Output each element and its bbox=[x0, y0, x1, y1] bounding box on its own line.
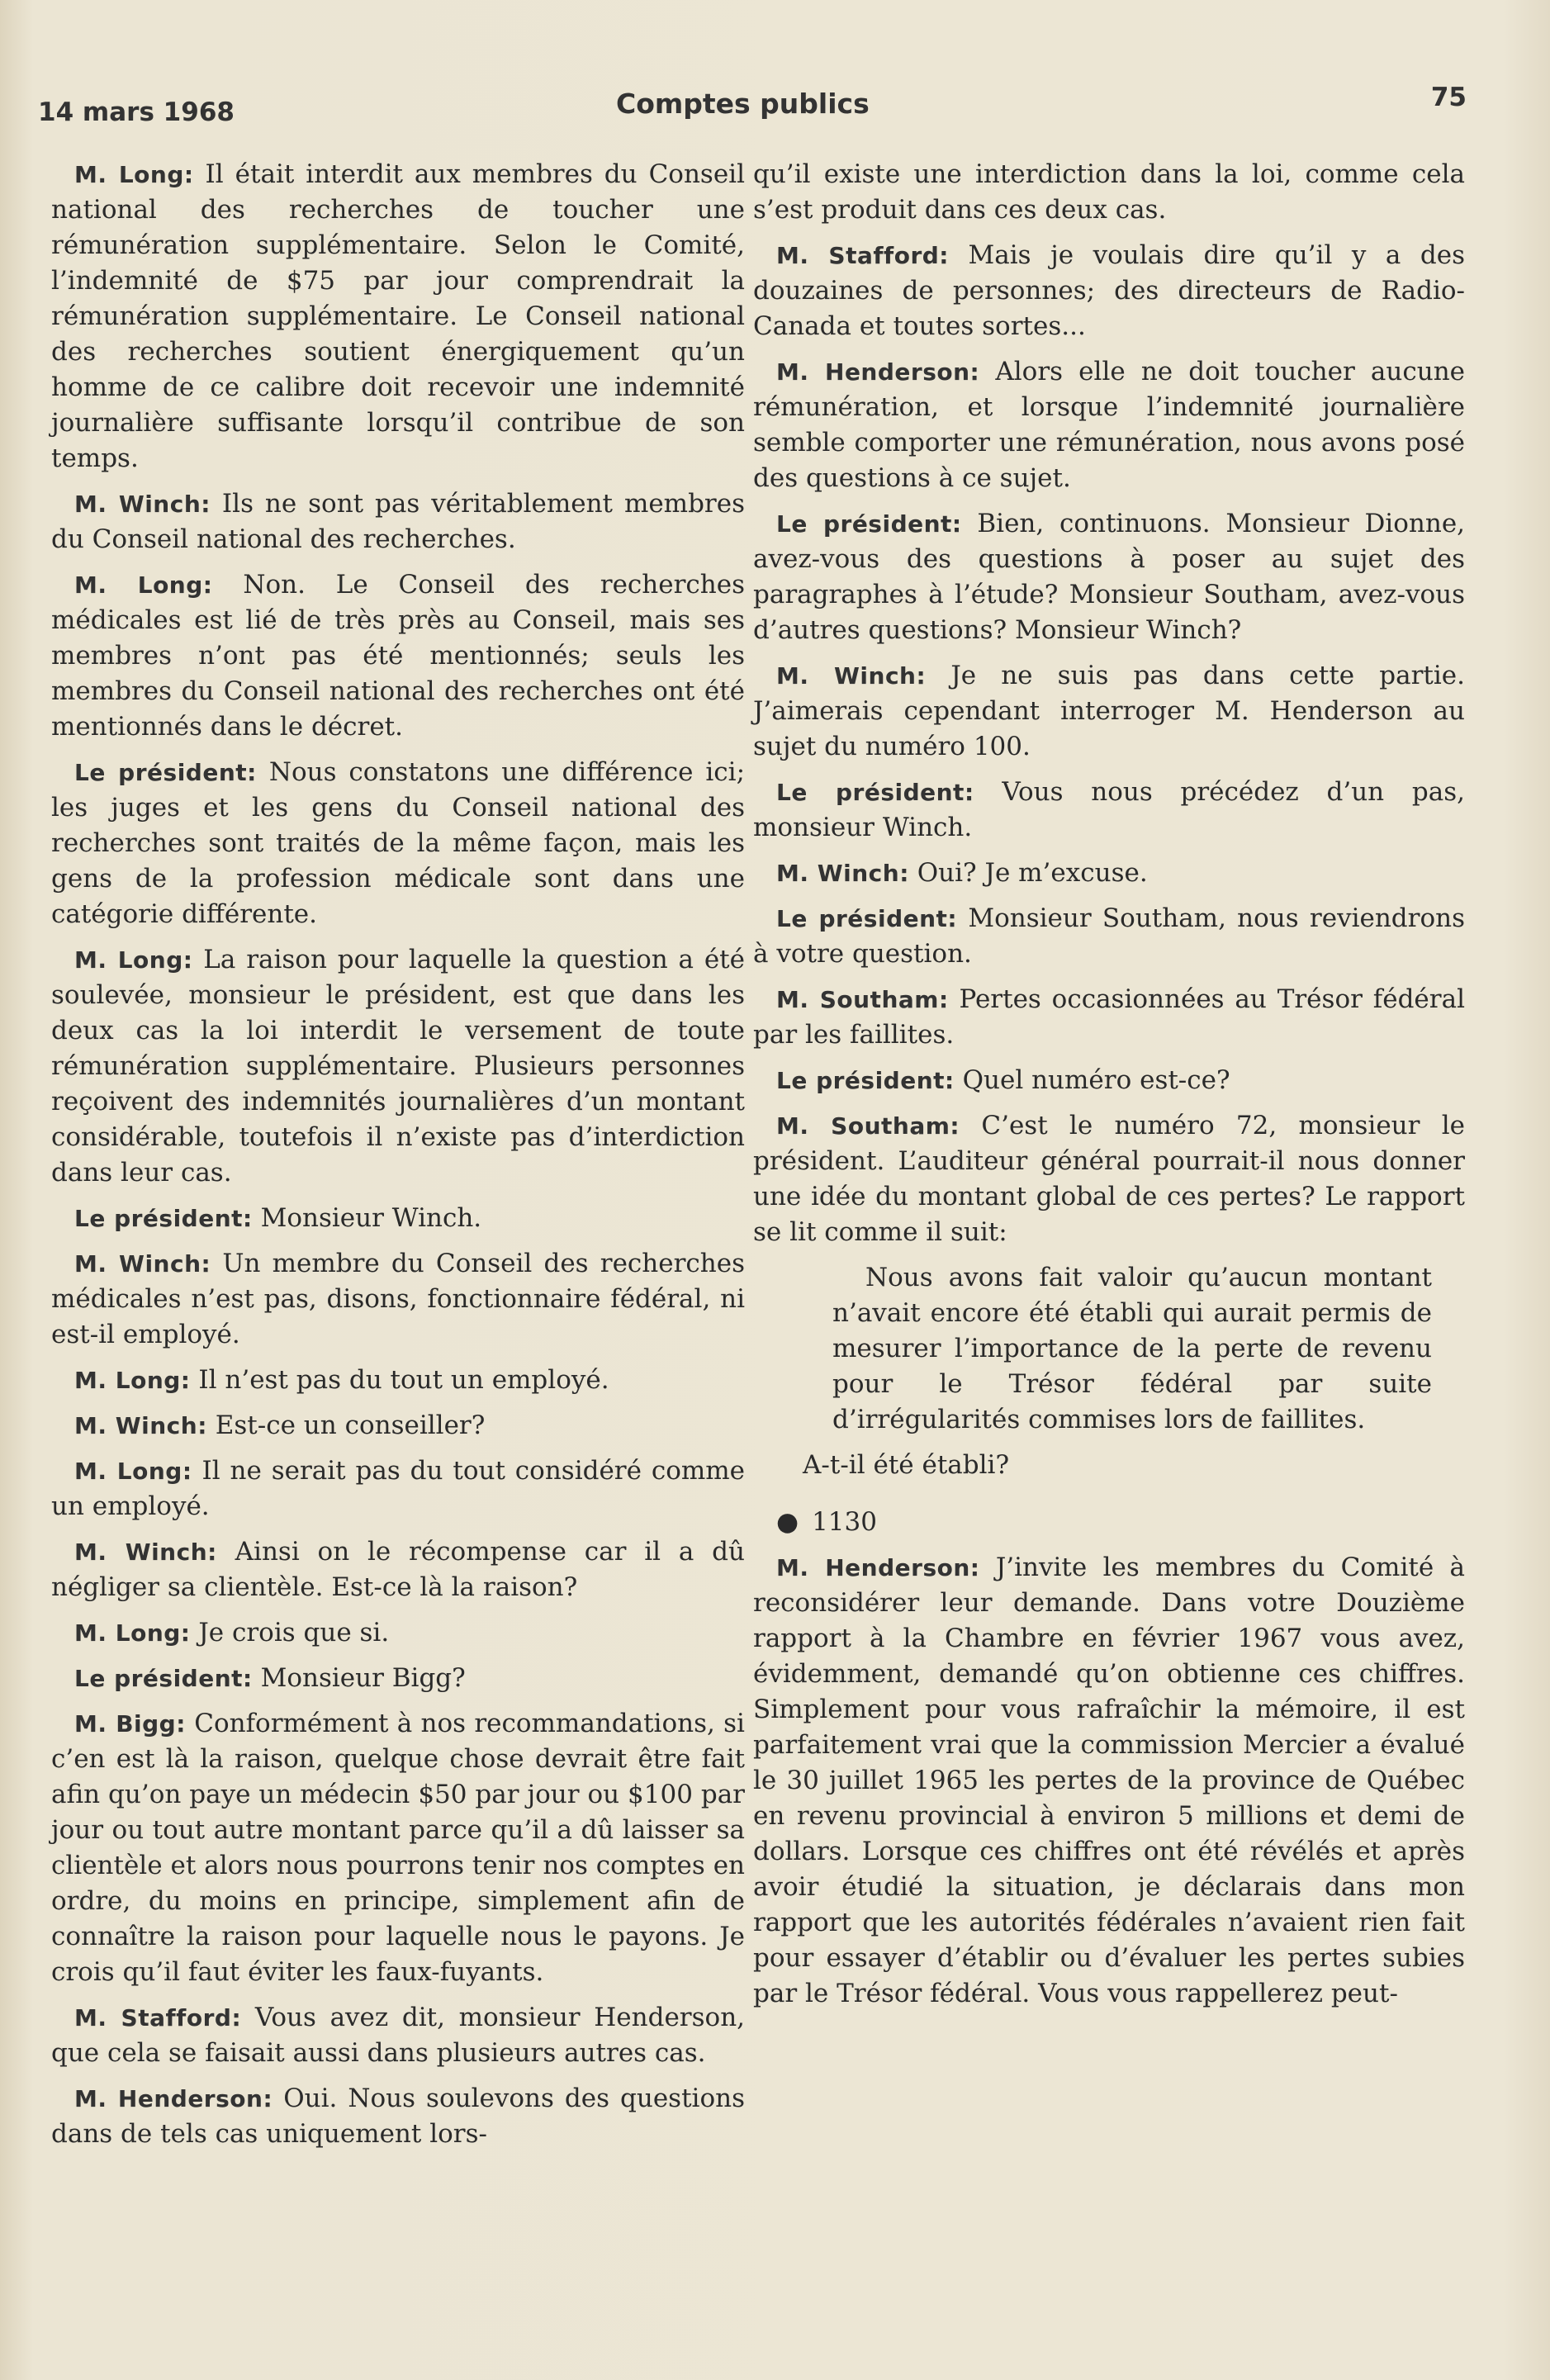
time-marker-text: 1130 bbox=[812, 1507, 877, 1537]
paragraph bbox=[51, 1408, 745, 1444]
paragraph-text: C’est le numéro 72, monsieur le président. L’auditeur général pourrait-il nous donner une idée du montant global de ces pertes? Le rapport se lit comme il suit: bbox=[753, 1111, 1465, 1247]
paragraph bbox=[753, 1550, 1465, 2012]
right-column bbox=[753, 157, 1465, 2022]
speaker-name: Le président: bbox=[776, 1067, 955, 1094]
speaker-name: M. Long: bbox=[74, 1619, 191, 1647]
paragraph bbox=[51, 486, 745, 557]
paragraph bbox=[51, 1534, 745, 1605]
paragraph-text: Monsieur Southam, nous reviendrons à votre question. bbox=[753, 903, 1466, 969]
header-title: Comptes publics bbox=[616, 88, 870, 120]
speaker-name: M. Stafford: bbox=[74, 2004, 242, 2032]
paragraph-text: Oui? Je m’excuse. bbox=[917, 858, 1148, 888]
paragraph-text: Vous avez dit, monsieur Henderson, que cela se faisait aussi dans plusieurs autres cas. bbox=[51, 2003, 746, 2068]
speaker-name: M. Southam: bbox=[776, 1112, 960, 1140]
speaker-name: Le président: bbox=[776, 905, 958, 932]
speaker-name: M. Henderson: bbox=[74, 2085, 273, 2112]
paragraph-text: Mais je voulais dire qu’il y a des douzaines de personnes; des directeurs de Radio-Canada et toutes sortes... bbox=[753, 240, 1466, 341]
speaker-name: M. Winch: bbox=[776, 860, 909, 887]
paragraph bbox=[51, 1661, 745, 1696]
paragraph-text: Ils ne sont pas véritablement membres du Conseil national des recherches. bbox=[51, 489, 745, 554]
paragraph-text: Il ne serait pas du tout considéré comme un employé. bbox=[51, 1456, 746, 1521]
speaker-name: M. Winch: bbox=[74, 1412, 207, 1439]
speaker-name: M. Long: bbox=[74, 1367, 191, 1394]
paragraph bbox=[51, 2000, 745, 2071]
paragraph-text: Conformément à nos recommandations, si c’en est là la raison, quelque chose devrait être fait afin qu’on paye un médecin $50 par jour ou $100 par jour ou tout autre montant parce qu’il a dû laisser sa clientèle et alors nous pourrons tenir nos comptes en ordre, du moins en principe, simplement afin de connaître la raison pour laquelle nous le payons. Je crois qu’il faut éviter les faux-fuyants. bbox=[51, 1709, 745, 1987]
paragraph-text: Je crois que si. bbox=[198, 1618, 390, 1648]
speaker-name: M. Long: bbox=[74, 946, 193, 974]
paragraph bbox=[753, 982, 1465, 1053]
time-marker bbox=[776, 1505, 1465, 1540]
paragraph bbox=[753, 856, 1465, 891]
speaker-name: M. Henderson: bbox=[776, 358, 980, 386]
bullet-icon: ● bbox=[776, 1507, 799, 1537]
paragraph-text: Monsieur Bigg? bbox=[260, 1663, 466, 1693]
speaker-name: M. Long: bbox=[74, 161, 194, 188]
paragraph bbox=[753, 1063, 1465, 1098]
left-column bbox=[51, 157, 745, 2162]
paragraph bbox=[51, 1363, 745, 1398]
speaker-name: Le président: bbox=[74, 1205, 253, 1232]
speaker-name: M. Southam: bbox=[776, 986, 949, 1013]
paragraph bbox=[753, 658, 1465, 765]
speaker-name: M. Winch: bbox=[776, 662, 927, 690]
paragraph-text: Ainsi on le récompense car il a dû négliger sa clientèle. Est-ce là la raison? bbox=[51, 1537, 745, 1602]
paragraph-text: Je ne suis pas dans cette partie. J’aimerais cependant interroger M. Henderson au sujet du numéro 100. bbox=[753, 661, 1465, 761]
paragraph bbox=[51, 1246, 745, 1353]
paragraph-text: Quel numéro est-ce? bbox=[962, 1065, 1230, 1095]
paragraph bbox=[51, 1201, 745, 1236]
speaker-name: Le président: bbox=[74, 759, 257, 786]
speaker-name: M. Henderson: bbox=[776, 1554, 980, 1581]
paragraph bbox=[51, 1706, 745, 1990]
paragraph bbox=[51, 942, 745, 1191]
speaker-name: M. Bigg: bbox=[74, 1710, 186, 1738]
paragraph-text: Nous constatons une différence ici; les juges et les gens du Conseil national des recherches sont traités de la même façon, mais les gens de la profession médicale sont dans une catégorie différente. bbox=[51, 757, 746, 929]
paragraph-text: Pertes occasionnées au Trésor fédéral par les faillites. bbox=[753, 984, 1465, 1050]
paragraph-text: La raison pour laquelle la question a été soulevée, monsieur le président, est que dans les deux cas la loi interdit le versement de toute rémunération supplémentaire. Plusieurs personnes reçoivent des indemnités journalières d’un montant considérable, toutefois il n’existe pas d’interdiction dans leur cas. bbox=[51, 945, 745, 1188]
paragraph-text: Non. Le Conseil des recherches médicales est lié de très près au Conseil, mais ses membres n’ont pas été mentionnés; seuls les membres du Conseil national des recherches ont été mentionnés dans le décret. bbox=[51, 570, 745, 742]
paragraph-text: Un membre du Conseil des recherches médicales n’est pas, disons, fonctionnaire fédéral, ni est-il employé. bbox=[51, 1249, 745, 1349]
speaker-name: M. Long: bbox=[74, 571, 213, 599]
paragraph bbox=[753, 238, 1465, 344]
page-number: 75 bbox=[1430, 83, 1467, 112]
paragraph-text: Oui. Nous soulevons des questions dans de tels cas uniquement lors- bbox=[51, 2084, 746, 2149]
paragraph bbox=[753, 901, 1465, 972]
speaker-name: M. Winch: bbox=[74, 491, 211, 518]
question-line: A-t-il été établi? bbox=[803, 1450, 1010, 1480]
header-date: 14 mars 1968 bbox=[38, 97, 235, 127]
paragraph bbox=[753, 506, 1465, 648]
paragraph-text: Est-ce un conseiller? bbox=[215, 1410, 486, 1440]
paragraph-text: J’invite les membres du Comité à reconsidérer leur demande. Dans votre Douzième rapport à la Chambre en février 1967 vous avez, évidemment, demandé qu’on obtienne ces chiffres. Simplement pour vous rafraîchir la mémoire, il est parfaitement vrai que la commission Mercier a évalué le 30 juillet 1965 les pertes de la province de Québec en revenu provincial à environ 5 millions et demi de dollars. Lorsque ces chiffres ont été révélés et après avoir étudié la situation, je déclarais dans mon rapport que les autorités fédérales n’avaient rien fait pour essayer d’établir ou d’évaluer les pertes subies par le Trésor fédéral. Vous vous rappellerez peut- bbox=[753, 1553, 1465, 2008]
speaker-name: Le président: bbox=[776, 510, 962, 538]
page-header bbox=[38, 83, 1467, 132]
paragraph bbox=[753, 1108, 1465, 1250]
speaker-name: Le président: bbox=[74, 1665, 253, 1692]
paragraph bbox=[51, 157, 745, 476]
paragraph-text: Il était interdit aux membres du Conseil national des recherches de toucher une rémunération supplémentaire. Selon le Comité, l’indemnité de $75 par jour comprendrait la rémunération supplémentaire. Le Conseil national des recherches soutient énergiquement qu’un homme de ce calibre doit recevoir une indemnité journalière suffisante lorsqu’il contribue de son temps. bbox=[51, 159, 745, 473]
paragraph-text: Il n’est pas du tout un employé. bbox=[198, 1365, 609, 1395]
speaker-name: M. Winch: bbox=[74, 1538, 217, 1566]
paragraph bbox=[51, 567, 745, 745]
paragraph-text: Monsieur Winch. bbox=[260, 1203, 482, 1233]
paragraph bbox=[51, 2081, 745, 2152]
paragraph bbox=[51, 755, 745, 932]
paragraph bbox=[753, 354, 1465, 496]
paragraph-text: Alors elle ne doit toucher aucune rémunération, et lorsque l’indemnité journalière semble comporter une rémunération, nous avons posé des questions à ce sujet. bbox=[753, 357, 1466, 493]
speaker-name: M. Stafford: bbox=[776, 242, 950, 269]
speaker-name: M. Long: bbox=[74, 1458, 192, 1485]
block-quote: Nous avons fait valoir qu’aucun montant n’avait encore été établi qui aurait permis de mesurer l’importance de la perte de revenu pour le Trésor fédéral par suite d’irrégularités commises lors de faillites. bbox=[832, 1263, 1432, 1434]
paragraph-text: Vous nous précédez d’un pas, monsieur Winch. bbox=[753, 777, 1465, 842]
continuation-text: qu’il existe une interdiction dans la loi, comme cela s’est produit dans ces deux cas. bbox=[753, 159, 1465, 225]
speaker-name: Le président: bbox=[776, 779, 974, 806]
speaker-name: M. Winch: bbox=[74, 1250, 211, 1278]
paragraph bbox=[51, 1615, 745, 1651]
paragraph-text: Bien, continuons. Monsieur Dionne, avez-vous des questions à poser au sujet des paragraphes à l’étude? Monsieur Southam, avez-vous d’autres questions? Monsieur Winch? bbox=[753, 509, 1466, 645]
paragraph bbox=[51, 1453, 745, 1524]
paragraph bbox=[753, 775, 1465, 846]
